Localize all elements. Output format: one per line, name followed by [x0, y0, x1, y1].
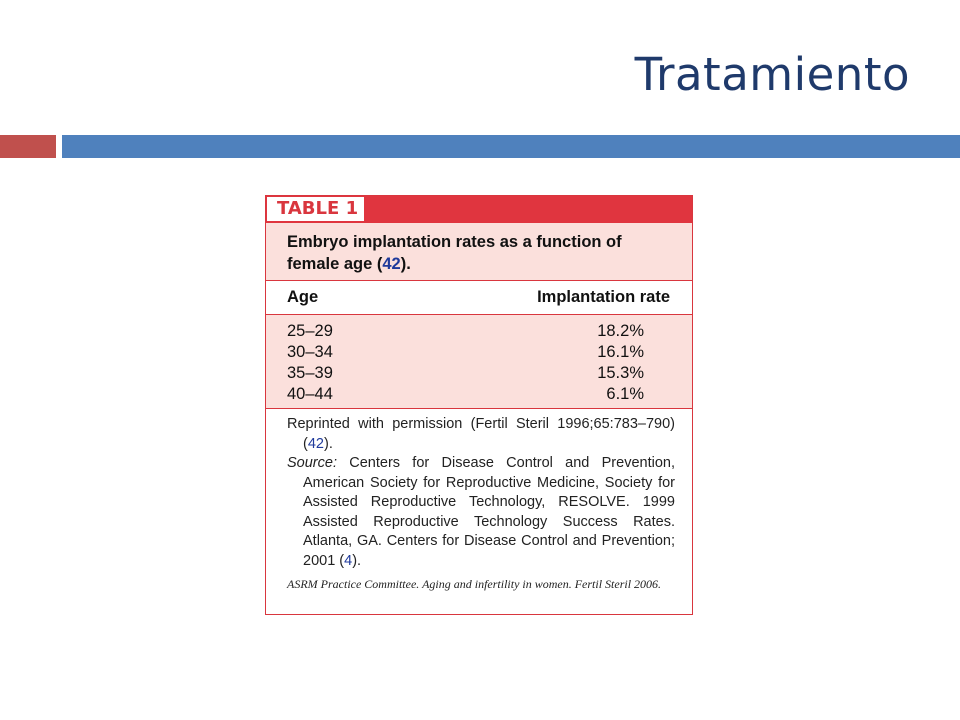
- figure-citation: ASRM Practice Committee. Aging and infertility in women. Fertil Steril 2006.: [287, 577, 662, 591]
- source-end: ).: [352, 552, 362, 569]
- table-caption: [266, 223, 692, 281]
- row-rate: 16.1%: [597, 343, 644, 361]
- source-note: [287, 454, 675, 571]
- row-rate: 6.1%: [606, 385, 644, 403]
- row-rate: 15.3%: [597, 364, 644, 382]
- source-ref-link[interactable]: 4: [344, 552, 353, 569]
- reprint-ref-link[interactable]: 42: [307, 435, 324, 452]
- table-label: TABLE 1: [267, 197, 364, 221]
- table-figure: [265, 195, 693, 615]
- column-header-implantation-rate: Implantation rate: [537, 288, 670, 306]
- caption-main: Embryo implantation rates as a function of female age (: [287, 233, 622, 273]
- table-caption-text: [287, 231, 667, 275]
- table-notes: [287, 415, 675, 571]
- row-rate: 18.2%: [597, 322, 644, 340]
- reprint-end: ).: [323, 435, 333, 452]
- table-row: [266, 364, 692, 385]
- table-row: [266, 322, 692, 343]
- reprint-note: [287, 415, 675, 454]
- row-age: 40–44: [287, 385, 333, 403]
- table-header-bar: [266, 196, 692, 223]
- row-age: 35–39: [287, 364, 333, 382]
- table-column-header: [266, 281, 692, 315]
- table-row: [266, 385, 692, 406]
- column-header-age: Age: [287, 288, 319, 306]
- reprint-text: Reprinted with permission (Fertil Steril 1996;65:783–790) (: [287, 416, 675, 452]
- table-row: [266, 343, 692, 364]
- row-age: 25–29: [287, 322, 333, 340]
- title-accent-bar-red: [0, 135, 56, 158]
- caption-ref-link[interactable]: 42: [382, 255, 401, 273]
- table-body: [266, 315, 692, 409]
- row-age: 30–34: [287, 343, 333, 361]
- slide-title: Tratamiento: [634, 48, 910, 101]
- title-accent-bar-blue: [62, 135, 960, 158]
- caption-end: ).: [400, 255, 411, 273]
- source-text: Centers for Disease Control and Prevention, American Society for Reproductive Medicine, Society for Assisted Reproductive Technology, RESOLVE. 1999 Assisted Reproductive Technology Success Rates. Atlanta, GA. Centers for Disease Control and Prevention; 2001 (: [303, 455, 675, 569]
- source-label: Source:: [287, 455, 337, 471]
